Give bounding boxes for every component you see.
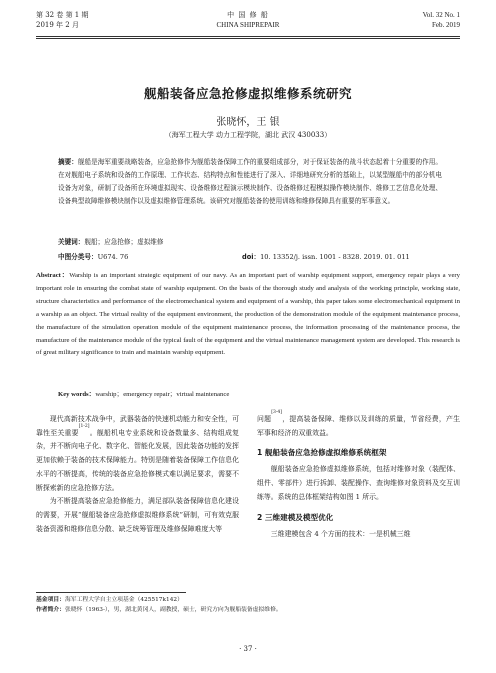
section-1-paragraph: 舰船装备应急抢修虚拟维修系统，包括对维修对象（装配体、组件、零部件）进行拆卸、装配操作、查询维修对象资料及交互训练等。系统的总体框架结构如图 1 所示。 [257,465,460,501]
page-number: · 37 · [239,645,257,653]
body-column-left [36,413,239,536]
keywords-cn-text: 舰船；应急抢修；虚拟维修 [84,238,164,246]
paper-affiliation: （海军工程大学 动力工程学院，湖北 武汉 430033） [164,131,332,139]
citation-1-2: [1-2] [78,423,90,429]
paper-authors: 张晓怀，王 银 [216,117,280,128]
author-bio-text: 张晓怀（1963-），男，湖北黄冈人，副教授，硕士，研究方向为舰船装备虚拟维修。 [65,607,282,613]
classification-code: U674. 76 [97,253,129,261]
abstract-cn-label: 摘要： [58,158,78,166]
journal-name-en: CHINA SHIPREPAIR [216,21,280,29]
footnote-rule [36,592,186,593]
footnote-author [36,606,460,615]
keywords-en-text: warship；emergency repair；virtual maintenance [95,391,230,398]
fund-text: 海军工程大学自主立项基金（425517k142） [65,597,183,603]
header-date: 2019 年 2 月 [36,21,79,29]
keywords-cn [58,236,164,246]
body-column-right [257,410,461,541]
intro-paragraph-cont [257,410,461,440]
intro-paragraph-1 [36,413,239,495]
header-volume: 第 32 卷 第 1 期 [36,11,89,19]
doi [242,251,410,261]
keywords-cn-label: 关键词： [58,238,85,246]
keywords-en-label: Key words： [58,391,96,398]
header-center [36,10,460,30]
classification-label: 中图分类号： [58,253,98,261]
abstract-en-label: Abstract： [36,272,70,279]
running-header [36,10,460,37]
section-1-heading: 1 舰船装备应急抢修虚拟维修系统框架 [257,448,387,458]
header-date-en: Feb. 2019 [432,21,460,29]
intro-cont-text: 问题 [257,415,272,423]
journal-name-cn: 中 国 修 船 [227,11,269,19]
classification-row [58,251,442,261]
header-rule [36,38,460,39]
keywords-en [58,388,229,398]
author-bio-label: 作者简介： [36,607,65,613]
abstract-cn [58,156,442,208]
abstract-en [36,270,460,360]
citation-3-4: [3-4] [271,410,283,415]
intro-p1-rest: 。舰船机电专业系统和设备数量多、结构组成复杂，并不断向电子化、数字化、智能化发展，因此装备功能的发挥更加依赖于装备的技术保障能力。特别是随着装备保障工作信息化水平的不断提高，传统的装备应急抢修模式难以满足要求，需要不断探索新的应急抢修方法。 [36,428,239,492]
header-volume-en: Vol. 32 No. 1 [422,11,460,19]
paper-title: 舰船装备应急抢修虚拟维修系统研究 [143,86,352,101]
abstract-en-text: Warship is an important strategic equipment of our navy. As an important part of warship equipment support, emergency repair plays a very important role in ensuring the combat state of warship equipment. On the basis of the thorough study and analysis of the working principle, working state, structure characteristics and performance of the electromechanical system and equipment of a warship, this paper takes some electromechanical equipment in a warship as an object. The virtual reality of the equipment environment, the production of the demonstration module of the equipment maintenance process, the manufacture of the simulation operation module of the equipment maintenance process, the information processing of the maintenance process, the manufacture of the maintenance module of the typical fault of the equipment and the virtual maintenance management system are developed. This research is of great military significance to train and maintain warship equipment. [36,272,460,357]
fund-label: 基金项目： [36,597,65,603]
header-right [423,10,460,30]
section-2-heading: 2 三维建模及模型优化 [257,512,334,522]
intro-p1-text: 现代高新技术战争中，武器装备的快速机动能力和安全性，可靠性至关重要 [36,415,239,437]
intro-cont-rest: ，提高装备保障、维修以及训练的质量，节省经费，产生军事和经济的双重效益。 [257,415,461,437]
intro-paragraph-2: 为不断提高装备应急抢修能力，满足部队装备保障信息化建设的需要，开展“舰船装备应急抢修虚拟维修系统”研制，可有效克服装备资源和维修信息分散、缺乏统筹管理及维修保障难度大等 [36,497,239,533]
doi-value: 10. 13352/j. issn. 1001 - 8328. 2019. 01. 011 [260,253,410,261]
footnote-fund [36,596,460,605]
abstract-cn-text: 舰船是海军重要战略装备，应急抢修作为舰船装备保障工作的重要组成部分，对于保证装备的战斗状态起着十分重要的作用。在对舰船电子系统和设备的工作原理、工作状态、结构特点和性能进行了深入、详细地研究分析的基础上，以某型舰船中的部分机电设备为对象，研制了设备所在环境虚拟现实、设备维修过程演示模块制作、设备维修过程模拟操作模块制作、维修工艺信息化处理、设备典型故障维修模块制作以及虚拟维修管理系统。该研究对舰船装备的使用训练和维修保障具有重要的军事意义。 [58,158,443,205]
doi-label: doi： [242,253,261,261]
section-2-paragraph: 三维建模包含 4 个方面的技术：一是机械三维 [270,529,411,538]
